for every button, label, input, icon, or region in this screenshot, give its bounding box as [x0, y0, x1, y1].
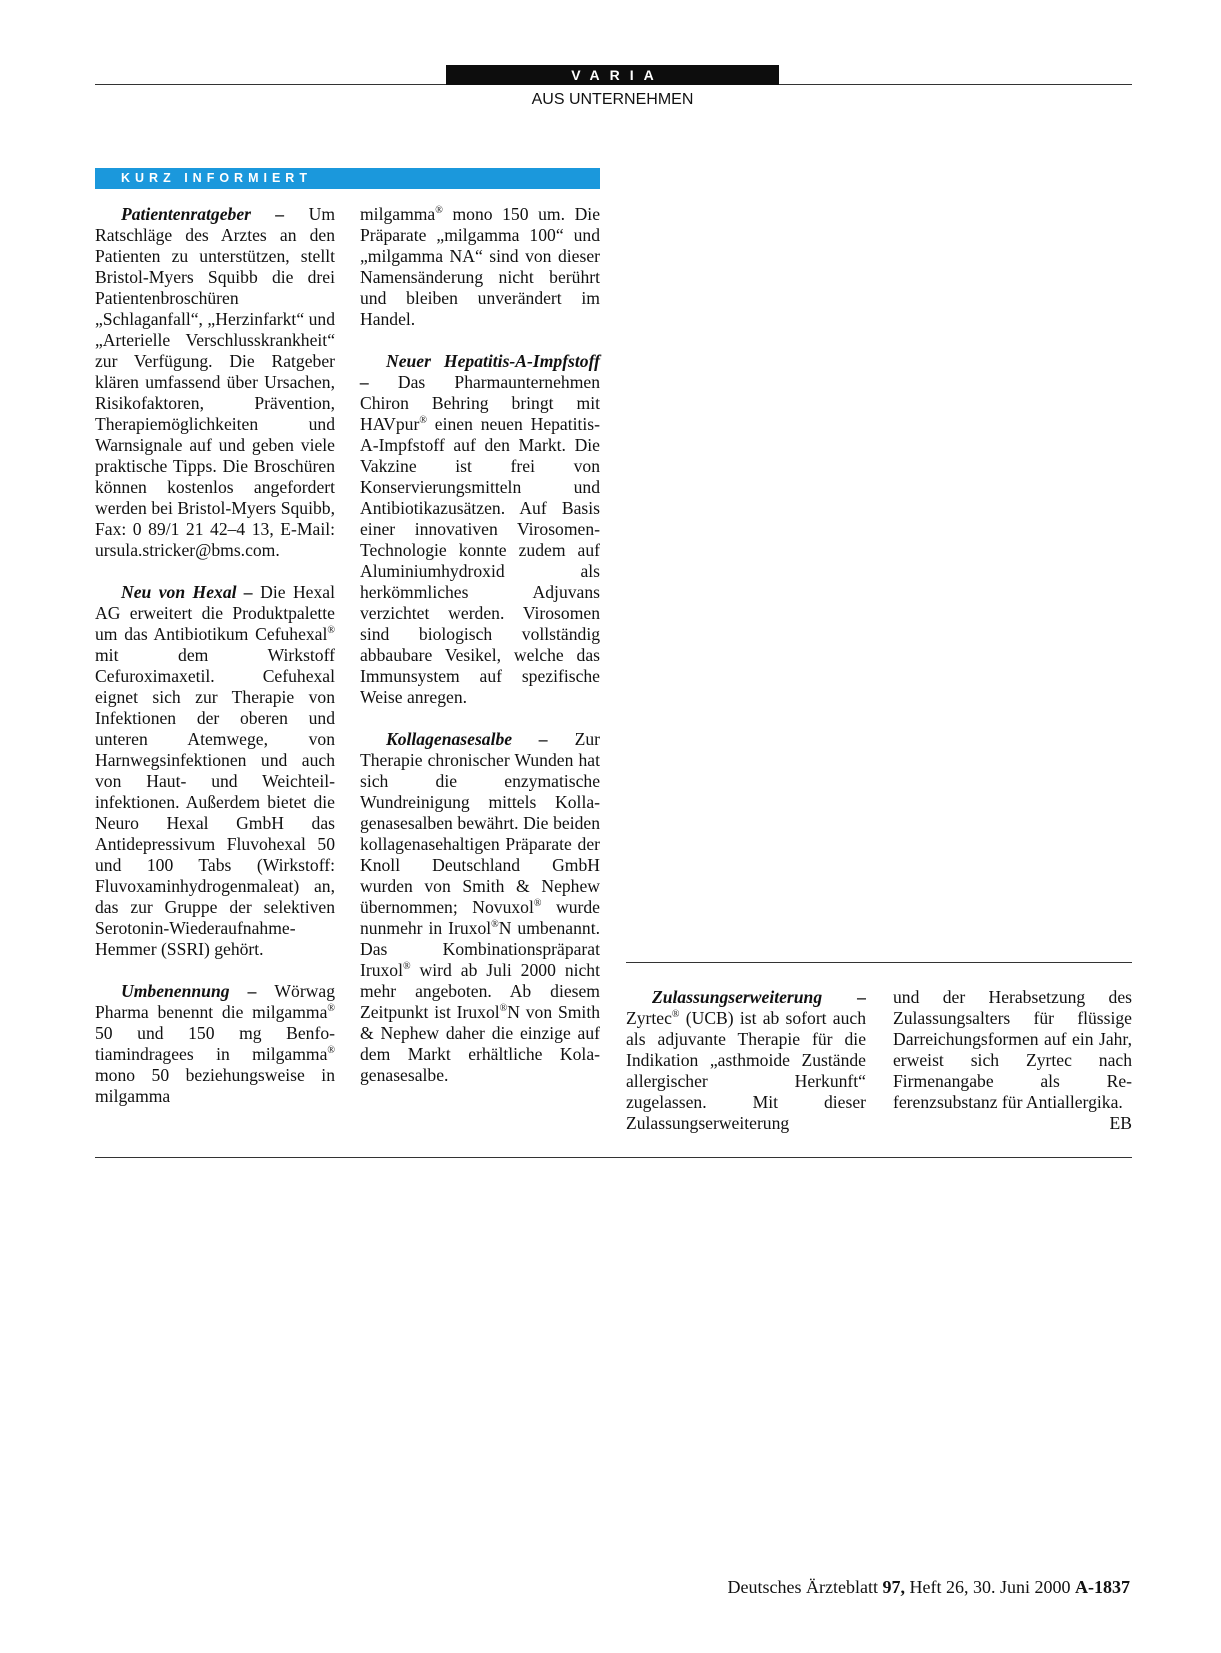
page-number: A-1837 [1075, 1577, 1130, 1597]
section-title: VARIA [446, 65, 779, 85]
article-patientenratgeber [95, 204, 335, 561]
column-4 [893, 987, 1132, 1134]
content-bottom-rule [95, 1157, 1132, 1158]
author-signature: EB [1109, 1113, 1132, 1133]
journal-name: Deutsches Ärzteblatt [727, 1577, 883, 1597]
column-2 [360, 204, 600, 1086]
article-lead: Neuer Hepatitis-A-Impfstoff – [360, 351, 600, 392]
article-body: mit dem Wirkstoff Cefuroximaxetil. Cefuhexal eignet sich zur Therapie von Infektionen der oberen und unteren Atemwege, von Harnwegsinfektionen und auch von Haut- und Weichteilinfektionen. Außerdem bietet die Neuro Hexal GmbH das Antidepressivum Fluvohexal 50 und 100 Tabs (Wirkstoff: Fluvoxaminhydrogenmaleat) an, das zur Gruppe der selektiven Serotonin-Wiederaufnahme-Hemmer (SSRI) gehört. [95, 645, 335, 959]
kurz-informiert-bar: KURZ INFORMIERT [95, 168, 600, 189]
article-body: Wörwag Pharma benennt die milgamma [95, 981, 335, 1022]
article-kollagenasesalbe [360, 729, 600, 1086]
article-umbenennung [95, 981, 335, 1107]
journal-issue: Heft 26, 30. Juni 2000 [905, 1577, 1075, 1597]
article-body: mono 150 um. Die Präparate „milgamma 100“ und „milgamma NA“ sind von dieser Namensänderung nicht berührt und bleiben unverändert im Handel. [360, 204, 600, 329]
article-body: und der Herabsetzung des Zulassungsalters für flüssige Darreichungsformen auf ein Jahr, erweist sich Zyrtec nach Firmenangabe als Referenzsubstanz für Antiallergika. [893, 987, 1132, 1112]
registered-mark: ® [491, 919, 499, 931]
article-lead: Kollagenasesalbe – [386, 729, 548, 749]
article-lead: Umbenennung – [121, 981, 257, 1001]
registered-mark: ® [327, 1003, 335, 1015]
article-body: Das Pharmaunternehmen Chiron Behring bringt mit HAVpur [360, 372, 600, 434]
article-body: wird ab Juli 2000 nicht mehr angeboten. Ab diesem Zeitpunkt ist Iruxol [360, 960, 600, 1022]
journal-volume: 97, [882, 1577, 905, 1597]
registered-mark: ® [403, 961, 411, 973]
article-body: N umbenannt. Das Kombinationspräparat Iruxol [360, 918, 600, 980]
article-zulassung-continued [893, 987, 1132, 1133]
article-body: Zyrtec [626, 1008, 672, 1028]
article-umbenennung-continued: milgamma® mono 150 um. Die Präparate „milgamma 100“ und „milgamma NA“ sind von dieser Namensänderung nicht berührt und bleiben unverändert im Handel. [360, 204, 600, 329]
column-3 [626, 987, 866, 1134]
registered-mark: ® [327, 1045, 335, 1057]
article-body: N von Smith & Nephew daher die einzige auf dem Markt erhältliche Kolagenasesalbe. [360, 1002, 600, 1085]
article-lead: Neu von Hexal – [121, 582, 253, 602]
article-body: Zur Therapie chronischer Wunden hat sich die enzymatische Wundreinigung mittels Kollagenasesalben bewährt. Die beiden kollagenasehaltigen Präparate der Knoll Deutschland GmbH wurden von Smith & Nephew übernommen; Novuxol [360, 729, 600, 917]
article-lead: Patientenratgeber – [121, 204, 285, 224]
article-body: Um Ratschläge des Arztes an den Patienten zu unterstützen, stellt Bristol-Myers Squibb die drei Patientenbroschüren „Schlaganfall“, „Herzinfarkt“ und „Arterielle Verschlusskrankheit“ zur Verfügung. Die Ratgeber klären umfassend über Ursachen, Risikofaktoren, Prävention, Therapiemöglichkeiten und Warnsignale auf und geben viele praktische Tipps. Die Broschüren können kostenlos angefordert werden bei Bristol-Myers Squibb, Fax: 0 89/1 21 42–4 13, E-Mail: ursula.stricker@bms.com. [95, 204, 335, 560]
article-zulassung [626, 987, 866, 1134]
article-body: einen neuen Hepatitis-A-Impfstoff auf den Markt. Die Vakzine ist frei von Konservierungsmitteln und Antibiotikazusätzen. Auf Basis einer innovativen Virosomen-Technologie konnte zudem auf Aluminiumhydroxid als herkömmliches Adjuvans verzichtet werden. Virosomen sind biologisch vollständig abbaubare Vesikel, welche das Immunsystem auf spezifische Weise anregen. [360, 414, 600, 707]
article-lead: Zulassungserweiterung – [652, 987, 866, 1007]
registered-mark: ® [671, 1009, 680, 1021]
registered-mark: ® [533, 898, 542, 910]
registered-mark: ® [499, 1003, 508, 1015]
registered-mark: ® [419, 415, 427, 427]
article-body: 50 und 150 mg Benfotiamindragees in milgamma [95, 1023, 335, 1064]
subsection-title: AUS UNTERNEHMEN [531, 91, 694, 108]
article-body: mono 50 beziehungsweise in milgamma [95, 1065, 335, 1106]
article-hepatitis [360, 351, 600, 708]
registered-mark: ® [327, 625, 335, 637]
article-neu-von-hexal [95, 582, 335, 960]
article-body: Die Hexal AG erweitert die Produktpalette um das Antibiotikum Cefuhexal [95, 582, 335, 644]
article-body: (UCB) ist ab sofort auch als adjuvante Therapie für die Indikation „asthmoide Zustände allergischer Herkunft“ zugelassen. Mit dieser Zulassungserweiterung [626, 1008, 866, 1133]
column-1 [95, 204, 335, 1107]
registered-mark: ® [435, 205, 443, 217]
article-body: wurde nunmehr in Iruxol [360, 897, 600, 938]
page-footer [728, 1577, 1130, 1598]
right-block-top-rule [626, 962, 1132, 963]
